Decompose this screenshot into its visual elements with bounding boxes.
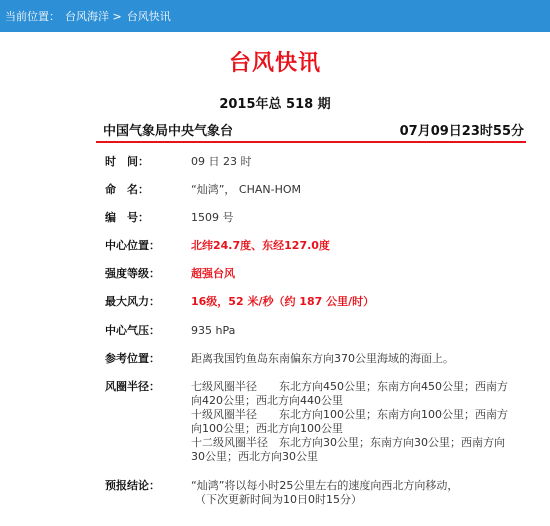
wind-radius-line: 十级风圈半径 东北方向100公里；东南方向100公里；西南方 xyxy=(191,408,508,421)
forecast-line: “灿鸿”将以每小时25公里左右的速度向西北方向移动， xyxy=(191,479,459,492)
field-label: 时 间： xyxy=(105,155,149,168)
field-value: 1509 号 xyxy=(191,211,234,224)
field-label: 命 名： xyxy=(105,183,149,196)
issue-datetime: 07月09日23时55分 xyxy=(399,124,524,139)
field-label: 中心位置： xyxy=(105,239,160,252)
wind-radius-line: 向100公里；西北方向100公里 xyxy=(191,422,343,435)
forecast-line: （下次更新时间为10日0时15分） xyxy=(195,493,362,506)
field-label: 参考位置： xyxy=(105,352,160,365)
field-value: 超强台风 xyxy=(191,267,235,280)
issuing-agency: 中国气象局中央气象台 xyxy=(103,124,234,139)
field-value: 北纬24.7度、东经127.0度 xyxy=(191,239,330,252)
field-label: 最大风力： xyxy=(105,295,160,308)
breadcrumb-link-typhoon-ocean[interactable]: 台风海洋 > xyxy=(65,10,122,23)
field-label: 预报结论： xyxy=(105,479,160,492)
breadcrumb-bar xyxy=(0,0,550,32)
field-label: 风圈半径： xyxy=(105,380,160,393)
field-label: 编 号： xyxy=(105,211,149,224)
wind-radius-line: 七级风圈半径 东北方向450公里；东南方向450公里；西南方 xyxy=(191,380,508,393)
breadcrumb-link-typhoon-bulletin[interactable]: 台风快讯 xyxy=(126,10,171,23)
field-value: 935 hPa xyxy=(191,324,236,337)
field-value: 09 日 23 时 xyxy=(191,155,252,168)
breadcrumb-label: 当前位置： xyxy=(5,10,60,23)
field-label: 强度等级： xyxy=(105,267,160,280)
field-value: 16级，52 米/秒（约 187 公里/时） xyxy=(191,295,375,308)
field-value xyxy=(191,380,521,464)
wind-radius-line: 向420公里；西北方向440公里 xyxy=(191,394,343,407)
field-value: 距离我国钓鱼岛东南偏东方向370公里海域的海面上。 xyxy=(191,352,454,365)
page-title: 台风快讯 xyxy=(228,51,321,76)
field-value xyxy=(191,479,521,507)
field-label: 中心气压： xyxy=(105,324,160,337)
header-divider xyxy=(96,141,526,143)
issue-number: 2015年总 518 期 xyxy=(219,97,331,112)
field-value: “灿鸿”， CHAN-HOM xyxy=(191,183,301,196)
wind-radius-line: 十二级风圈半径 东北方向30公里；东南方向30公里；西南方向 xyxy=(191,436,505,449)
wind-radius-line: 30公里；西北方向30公里 xyxy=(191,450,318,463)
